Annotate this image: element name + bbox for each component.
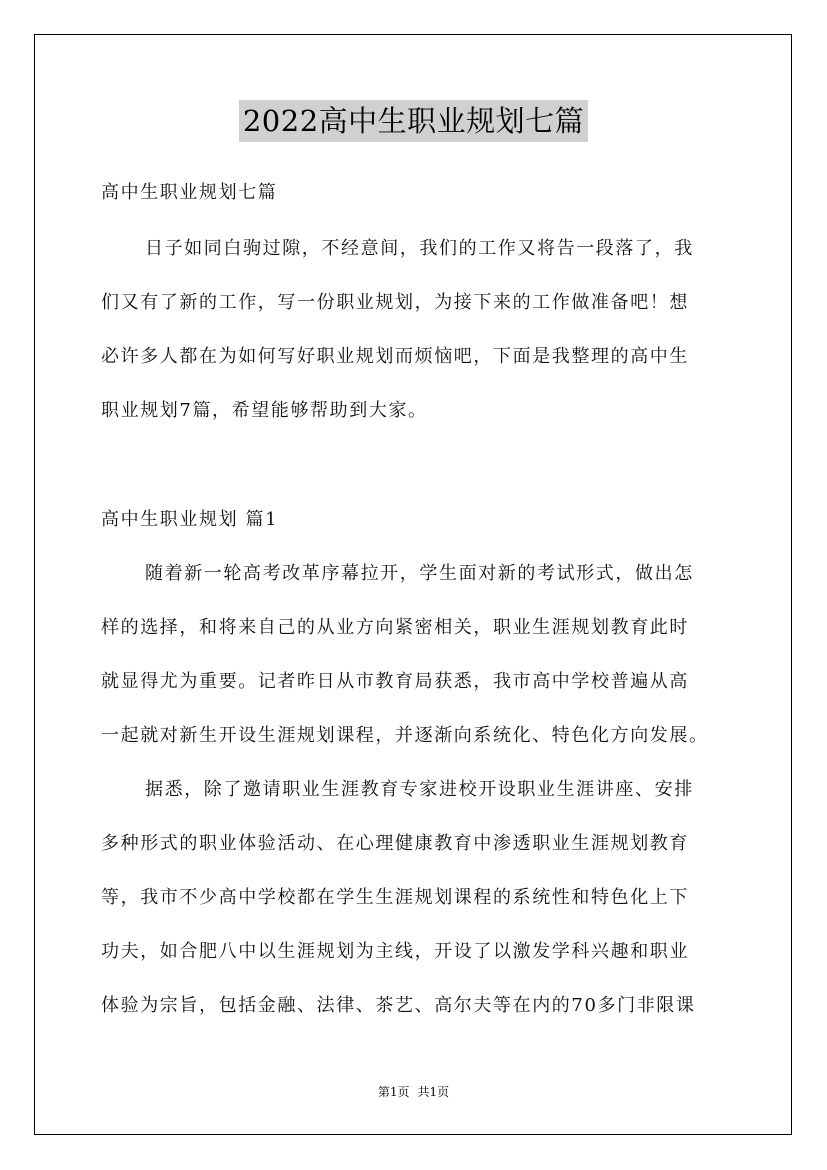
document-title: 2022高中生职业规划七篇 [239, 100, 588, 142]
paragraph-line: 一起就对新生开设生涯规划课程，并逐渐向系统化、特色化方向发展。 [101, 725, 709, 746]
section-heading: 高中生职业规划 篇1 [101, 509, 279, 530]
paragraph-line: 据悉，除了邀请职业生涯教育专家进校开设职业生涯讲座、安排 [145, 779, 694, 800]
paragraph-line: 多种形式的职业体验活动、在心理健康教育中渗透职业生涯规划教育 [101, 833, 689, 854]
intro-line: 们又有了新的工作，写一份职业规划，为接下来的工作做准备吧！想 [101, 292, 689, 313]
document-subtitle: 高中生职业规划七篇 [101, 182, 278, 203]
paragraph-line: 体验为宗旨，包括金融、法律、茶艺、高尔夫等在内的70多门非限课 [101, 995, 696, 1016]
intro-line: 日子如同白驹过隙，不经意间，我们的工作又将告一段落了，我 [145, 238, 694, 259]
intro-line: 必许多人都在为如何写好职业规划而烦恼吧，下面是我整理的高中生 [101, 346, 689, 367]
paragraph-line: 样的选择，和将来自己的从业方向紧密相关，职业生涯规划教育此时 [101, 617, 689, 638]
page-footer [0, 1083, 827, 1100]
intro-line: 职业规划7篇，希望能够帮助到大家。 [101, 400, 428, 421]
page-number: 第1页 [377, 1085, 410, 1099]
paragraph-line: 等，我市不少高中学校都在学生生涯规划课程的系统性和特色化上下 [101, 887, 689, 908]
paragraph-line: 功夫，如合肥八中以生涯规划为主线，开设了以激发学科兴趣和职业 [101, 941, 689, 962]
paragraph-line: 就显得尤为重要。记者昨日从市教育局获悉，我市高中学校普遍从高 [101, 671, 689, 692]
page-total: 共1页 [417, 1085, 450, 1099]
title-container [0, 100, 827, 142]
paragraph-line: 随着新一轮高考改革序幕拉开，学生面对新的考试形式，做出怎 [145, 563, 694, 584]
